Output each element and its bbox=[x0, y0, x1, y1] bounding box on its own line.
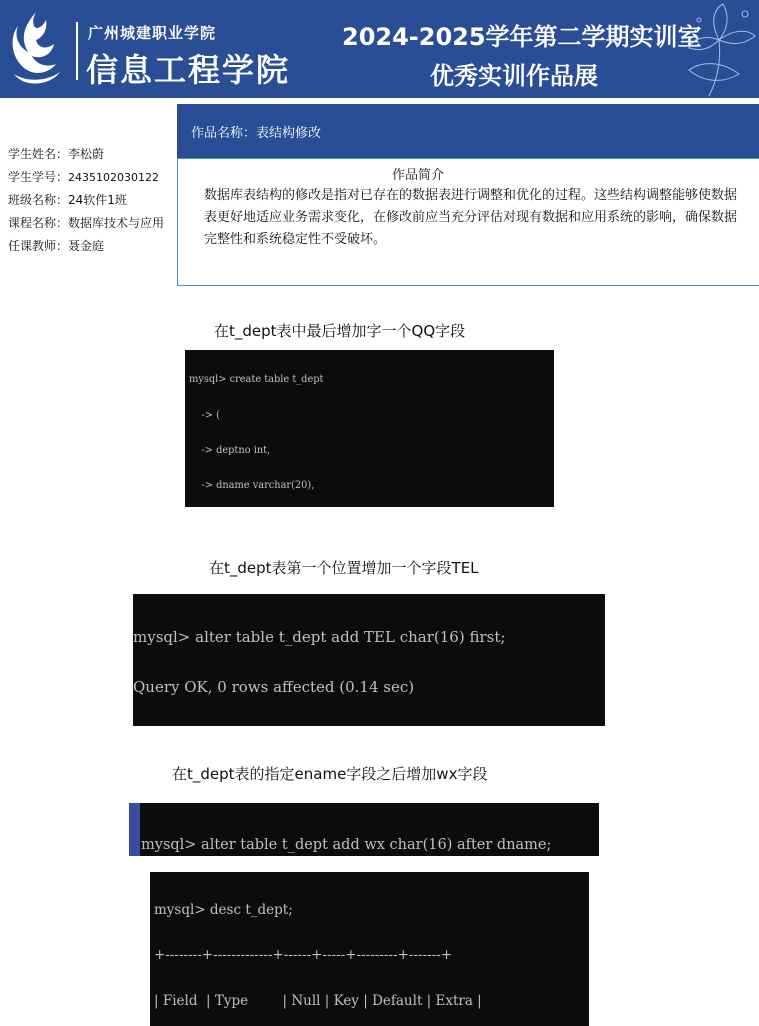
section2-caption: 在t_dept表第一个位置增加一个字段TEL bbox=[209, 559, 479, 577]
student-id-row: 学生学号：2435102030122 bbox=[8, 170, 159, 184]
terminal-window-edge bbox=[129, 803, 140, 856]
section3-caption: 在t_dept表的指定ename字段之后增加wx字段 bbox=[172, 765, 488, 783]
exhibition-subtitle: 优秀实训作品展 bbox=[430, 62, 598, 90]
work-name: 作品名称：表结构修改 bbox=[191, 126, 322, 141]
terminal-screenshot-3 bbox=[129, 803, 599, 856]
terminal-line: -> dname varchar(20), bbox=[189, 479, 315, 491]
terminal-line: Query OK, 0 rows affected (0.14 sec) bbox=[133, 677, 415, 696]
school-logo-icon bbox=[6, 8, 66, 88]
terminal-line: mysql> desc t_dept; bbox=[154, 902, 293, 919]
terminal-screenshot-4 bbox=[150, 872, 589, 1026]
terminal-line: mysql> create table t_dept bbox=[189, 374, 324, 386]
terminal-line: mysql> alter table t_dept add TEL char(16) first; bbox=[133, 628, 506, 646]
terminal-line: -> deptno int, bbox=[189, 444, 271, 456]
class-row: 班级名称：24软件1班 bbox=[8, 193, 127, 207]
lotus-decoration-icon bbox=[679, 0, 759, 98]
logo-divider bbox=[76, 22, 78, 80]
terminal-screenshot-1 bbox=[185, 350, 554, 507]
header-banner bbox=[0, 0, 759, 98]
teacher-row: 任课教师：聂金庭 bbox=[8, 239, 105, 253]
course-row: 课程名称：数据库技术与应用 bbox=[8, 216, 165, 230]
terminal-screenshot-2 bbox=[133, 594, 605, 726]
intro-title: 作品简介 bbox=[392, 168, 445, 183]
terminal-line: | Field | Type | Null | Key | Default | Extra | bbox=[154, 992, 482, 1009]
section1-caption: 在t_dept表中最后增加字一个QQ字段 bbox=[214, 322, 466, 340]
terminal-line: -> ( bbox=[189, 409, 220, 421]
college-name: 信息工程学院 bbox=[86, 51, 291, 89]
exhibition-title: 2024-2025学年第二学期实训室 bbox=[342, 23, 702, 51]
intro-text: 数据库表结构的修改是指对已存在的数据表进行调整和优化的过程。这些结构调整能够使数据表更好地适应业务需求变化，在修改前应当充分评估对现有数据和应用系统的影响，确保数据完整性和系统稳定性不受破坏。 bbox=[204, 188, 738, 247]
terminal-line: +--------+-------------+------+-----+---------+-------+ bbox=[154, 947, 453, 964]
school-name: 广州城建职业学院 bbox=[88, 24, 217, 42]
terminal-line: mysql> alter table t_dept add wx char(16) after dname; bbox=[141, 836, 552, 853]
student-name-row: 学生姓名：李松蔚 bbox=[8, 147, 105, 161]
